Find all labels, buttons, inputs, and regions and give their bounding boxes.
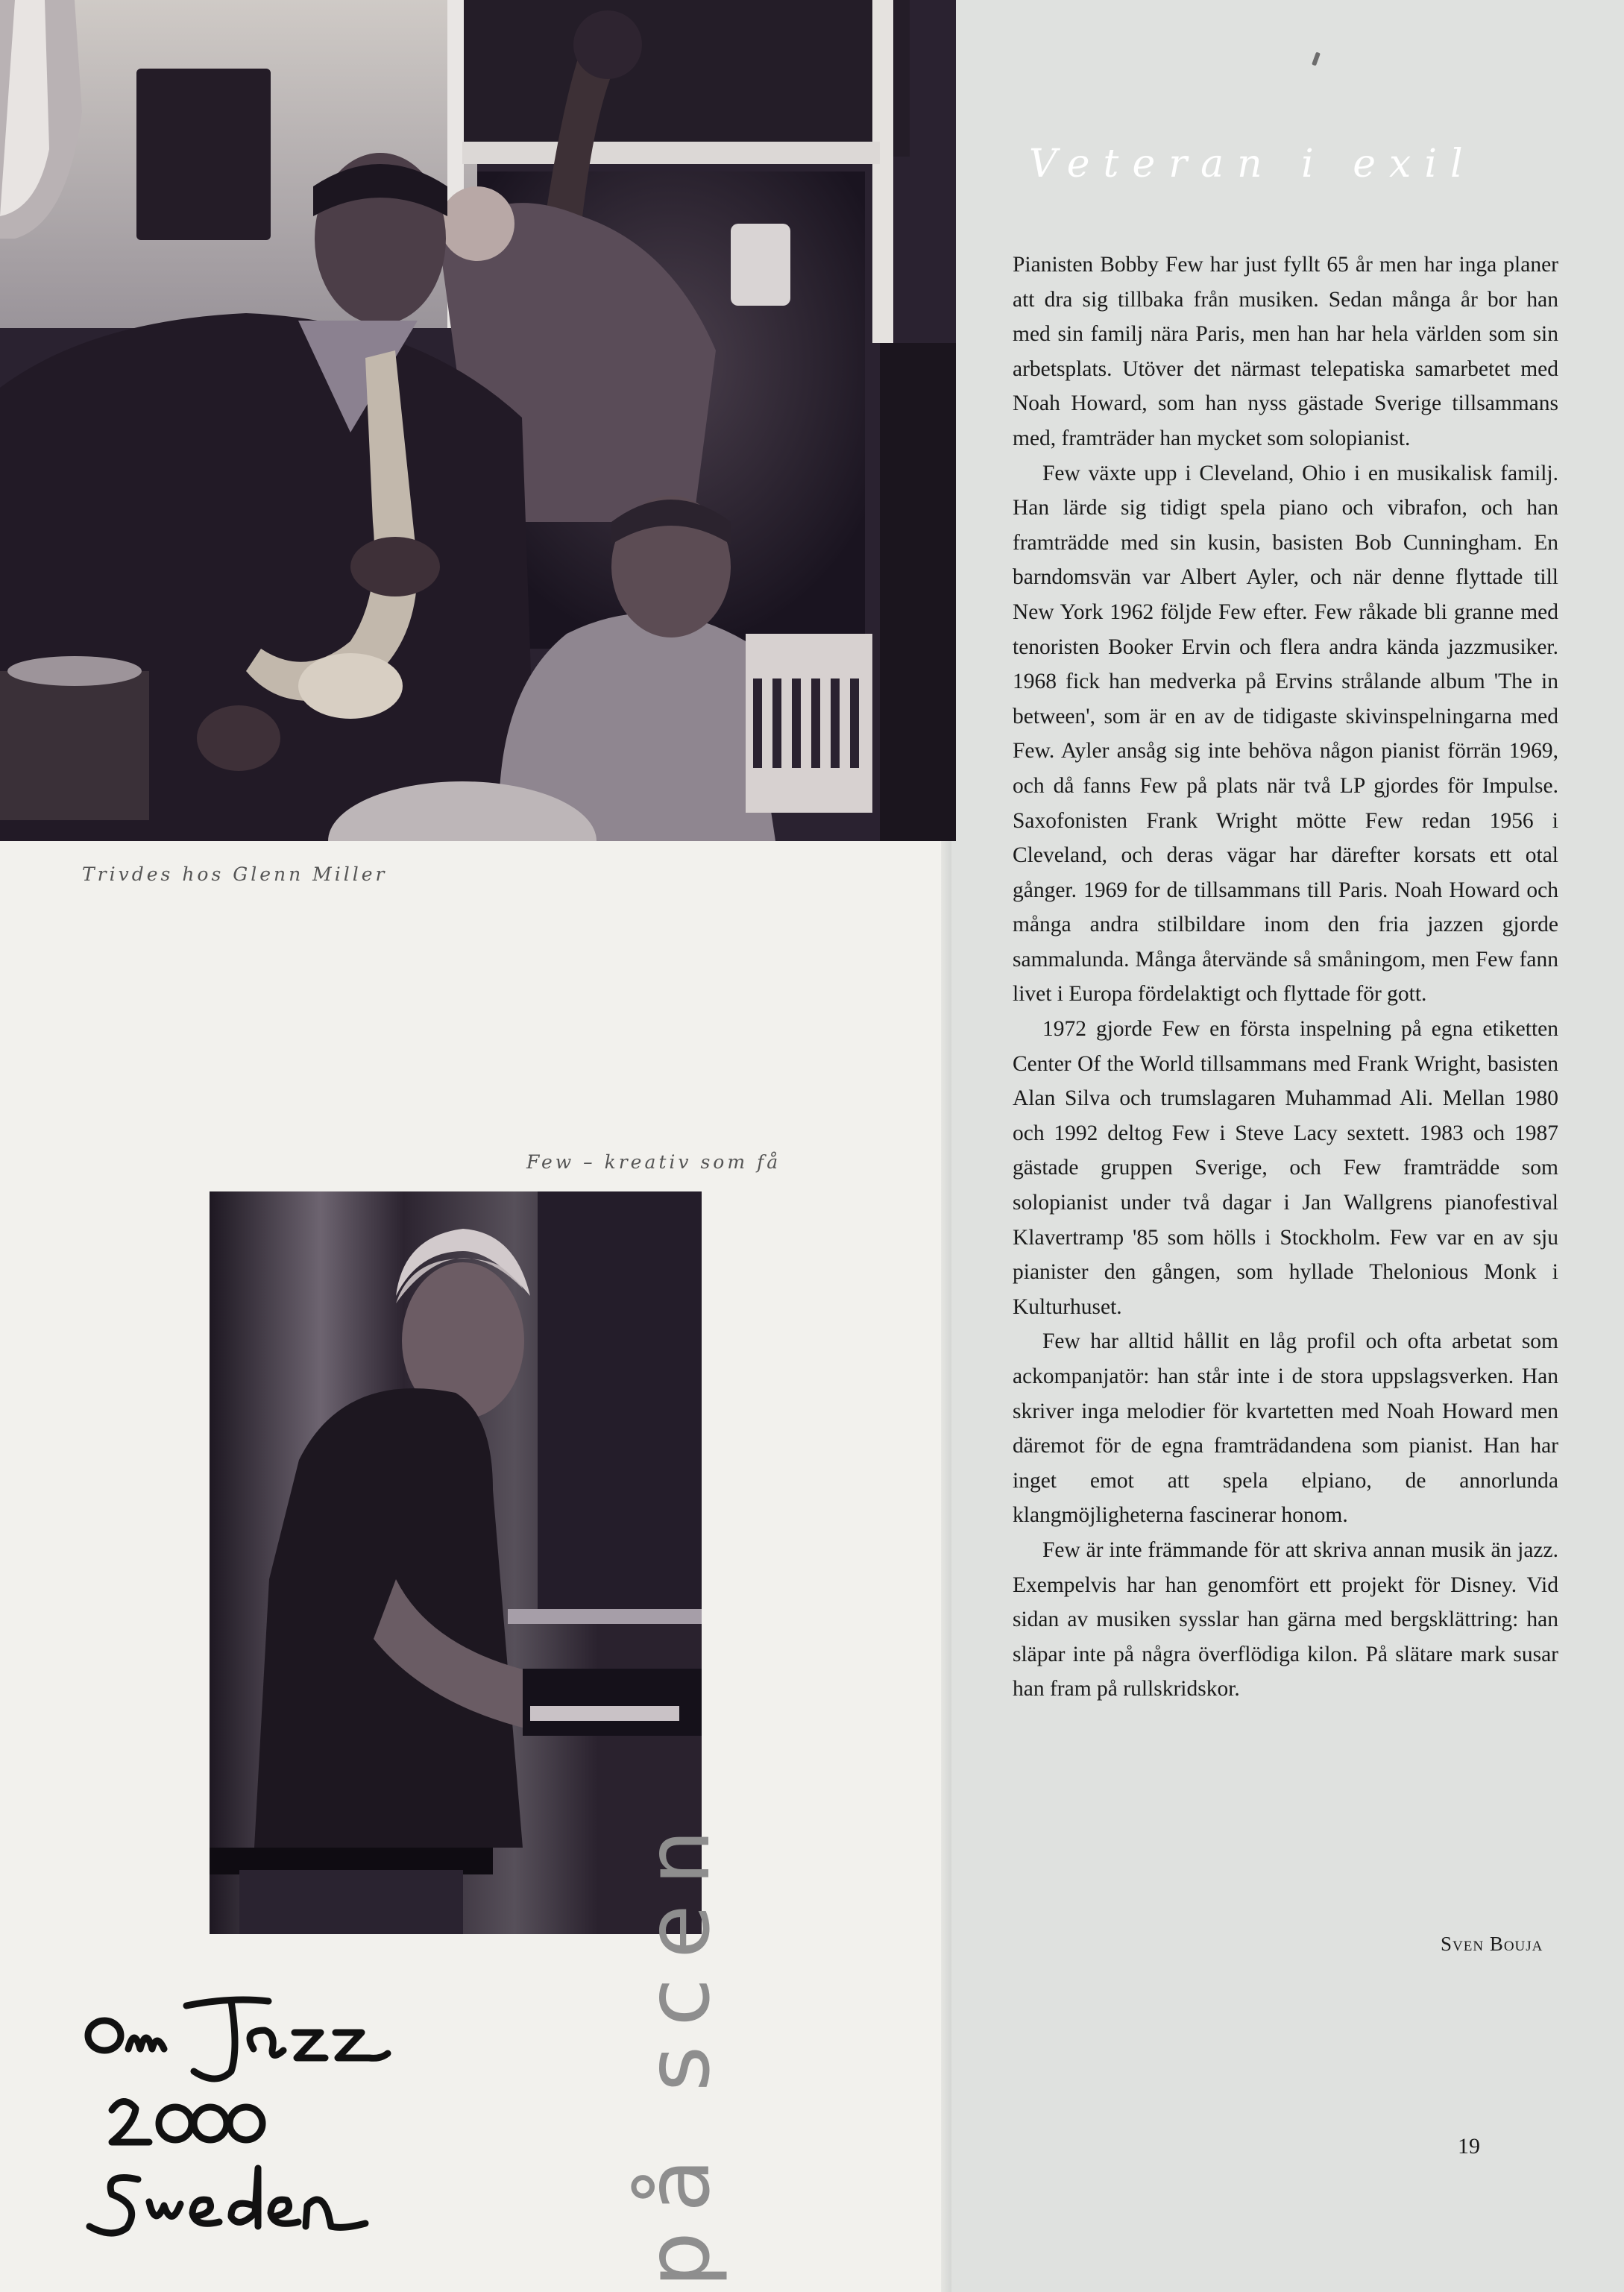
article-paragraph-4: Few har alltid hållit en låg profil och ofta arbetat som ackompanjatör: han står inte i de stora uppslagsverken. Han skriver inga melodier för kvartetten med Noah Howard men däremot för de egna framträdandena som pianist. Han har inget emot att spela elpiano, de annorlunda klangmöjligheterna fascinerar honom. xyxy=(1013,1329,1558,1528)
handwritten-note xyxy=(82,1989,425,2265)
caption-photo-bottom: Few – kreativ som få xyxy=(526,1151,781,1173)
article-paragraph-2: Few växte upp i Cleveland, Ohio i en musikalisk familj. Han lärde sig tidigt spela piano och vibrafon, och han framträdde med sin kusin, basisten Bob Cunningham. En barndomsvän var Albert Ayler, och när denne flyttade till New York 1962 följde Few efter. Few råkade bli granne med tenoristen Booker Ervin och flera andra kända jazzmusiker. 1968 fick han medverka på Ervins strålande album 'The in between', som är en av de tidigaste skivinspelningarna med Few. Ayler ansåg sig inte behöva någon pianist förrän 1969, och då fanns Few på plats när två LP gjordes för Impulse. Saxofonisten Frank Wright mötte Few redan 1956 i Cleveland, och deras vägar har därefter korsats ett otal gånger. 1969 for de tillsammans till Paris. Noah Howard och många andra stilbildare inom den fria jazzen gjorde sammalunda. Många återvände så småningom, men Few fann livet i Europa fördelaktigt och flyttade för gott. xyxy=(1013,461,1558,1007)
photo-jazz-band xyxy=(0,0,956,841)
article-heading: Veteran i exil xyxy=(1029,142,1476,186)
article-body xyxy=(1013,248,1558,1707)
caption-photo-top: Trivdes hos Glenn Miller xyxy=(82,863,388,885)
author-byline: Sven Bouja xyxy=(1441,1933,1543,1955)
article-paragraph-5: Few är inte främmande för att skriva annan musik än jazz. Exempelvis har han genomfört ett projekt för Disney. Vid sidan av musiken sysslar han gärna med bergsklättring: han släpar inte på några överflödiga kilon. På slätare mark susar han fram på rullskridskor. xyxy=(1013,1537,1558,1701)
article-paragraph-3: 1972 gjorde Few en första inspelning på egna etiketten Center Of the World tillsammans med Frank Wright, basisten Alan Silva och trumslagaren Muhammad Ali. Mellan 1980 och 1992 deltog Few i Steve Lacy sextett. 1983 och 1987 gästade gruppen Sverige, och Few framträdde som solopianist under två dagar i Jan Wallgrens pianofestival Klavertramp '85 som hölls i Stockholm. Few var en av sju pianister den gången, som hyllade Thelonious Monk i Kulturhuset. xyxy=(1013,1017,1558,1319)
section-title-vertical: på scen xyxy=(626,1810,729,2288)
page-number: 19 xyxy=(1458,2134,1480,2159)
article-paragraph-1: Pianisten Bobby Few har just fyllt 65 år men har inga planer att dra sig tillbaka från musiken. Sedan många år bor han med sin familj nära Paris, men han har hela världen som sin arbetsplats. Utöver det närmast telepatiska samarbetet med Noah Howard, som han nyss gästade Sverige tillsammans med, framträder han mycket som solopianist. xyxy=(1013,253,1558,450)
